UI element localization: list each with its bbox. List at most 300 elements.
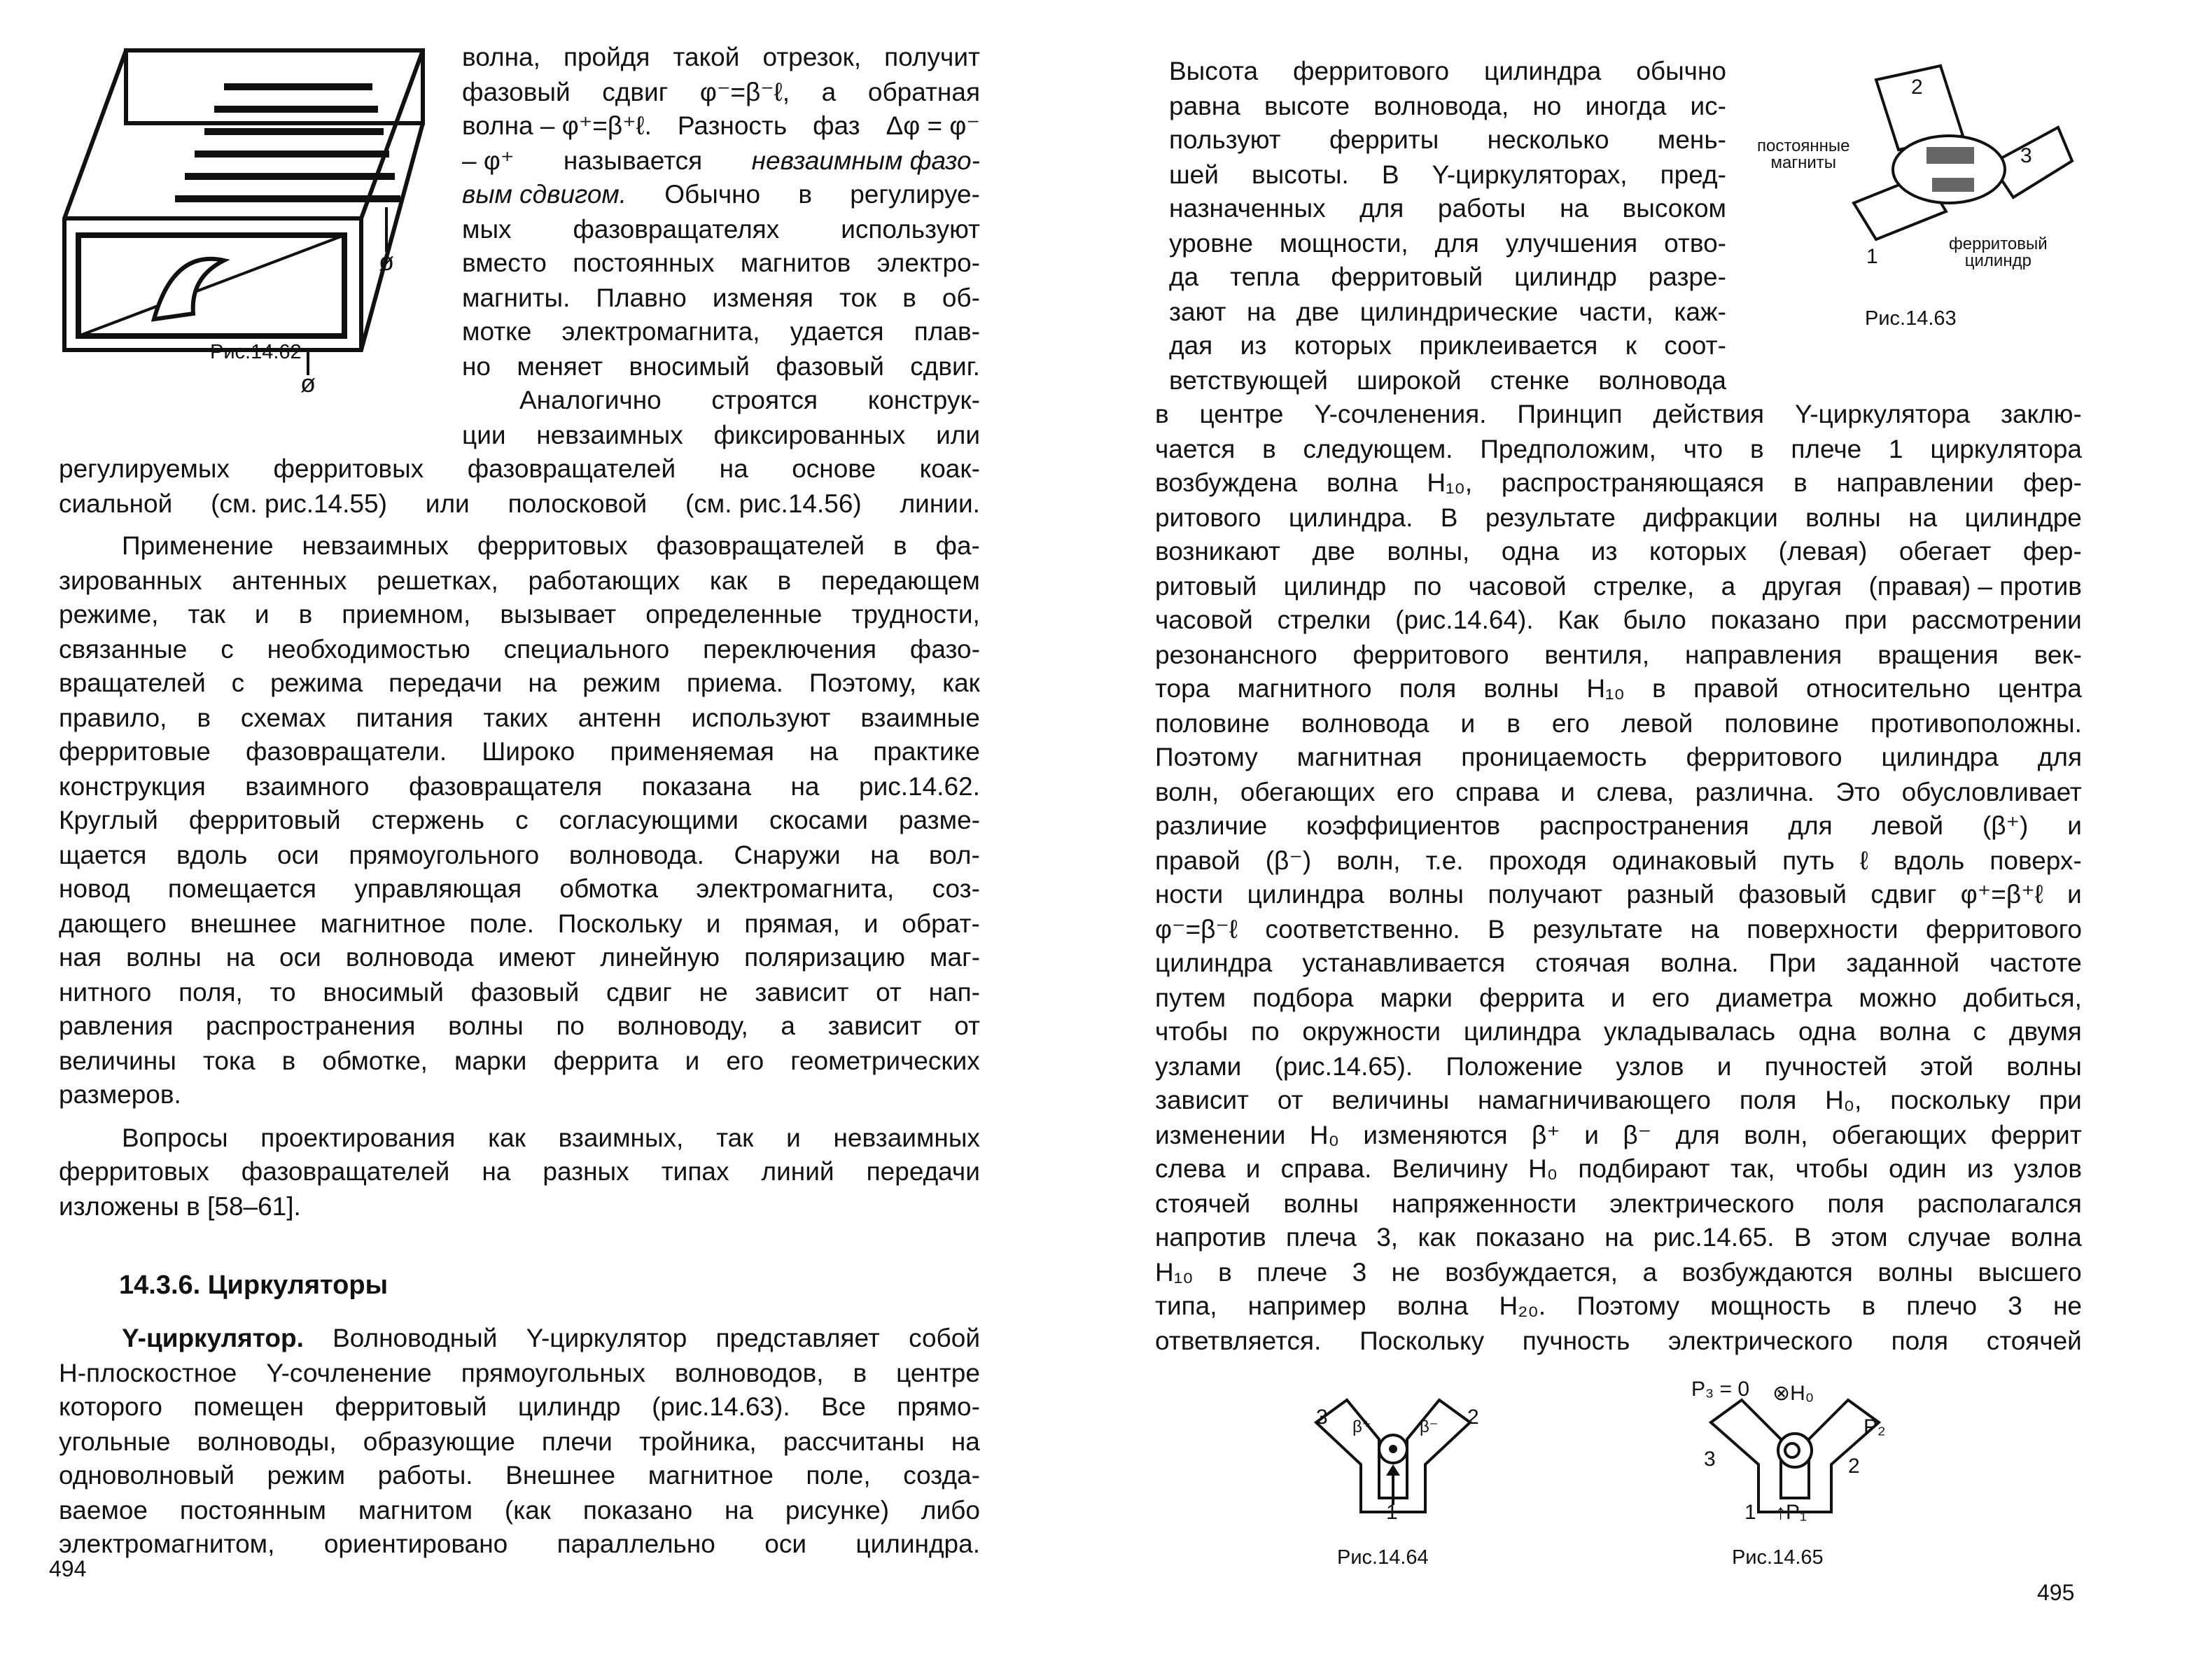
word: вдоль bbox=[176, 839, 248, 869]
word: один bbox=[1889, 1154, 1947, 1183]
word: и bbox=[1611, 982, 1625, 1011]
word: да bbox=[1169, 262, 1199, 291]
word: Поскольку bbox=[557, 908, 683, 937]
word: вентиля, bbox=[1544, 639, 1650, 668]
word: Разность bbox=[677, 111, 788, 140]
word: результате bbox=[1532, 913, 1663, 943]
word: линейную bbox=[600, 942, 720, 972]
word: φ⁻=β⁻ℓ bbox=[1155, 913, 1238, 943]
word: в bbox=[777, 565, 792, 594]
word: иногда bbox=[1585, 90, 1667, 120]
word: называется bbox=[563, 145, 703, 174]
word: фиксированных bbox=[713, 419, 906, 449]
word: отво- bbox=[1664, 227, 1726, 257]
word: в bbox=[1861, 1291, 1876, 1320]
word: при bbox=[2038, 1085, 2082, 1114]
word: волны bbox=[1805, 502, 1881, 531]
word: H₁₀ bbox=[1155, 1256, 1194, 1286]
text-line bbox=[1155, 671, 2082, 706]
word: (левая) bbox=[1778, 536, 1868, 566]
word: ориентировано bbox=[323, 1529, 508, 1558]
word: вызывает bbox=[500, 599, 617, 629]
word: рисунке) bbox=[785, 1494, 890, 1524]
word: Y-циркуляторах, bbox=[1432, 159, 1628, 188]
word: дая bbox=[1169, 330, 1213, 360]
word: тепла bbox=[1230, 262, 1300, 291]
word: (см. рис.14.55) bbox=[211, 488, 387, 517]
word: не bbox=[2052, 1291, 2082, 1320]
word: волна bbox=[1326, 468, 1398, 497]
figure-14-62-caption: Рис.14.62 bbox=[210, 342, 302, 364]
word: цилиндре bbox=[1964, 502, 2082, 531]
word: различна. bbox=[1695, 776, 1814, 806]
word: улучшения bbox=[1505, 227, 1638, 257]
word: обмотке, bbox=[322, 1045, 428, 1074]
page-number-right: 495 bbox=[2037, 1582, 2075, 1606]
word: фазовращателей bbox=[656, 531, 865, 560]
word: невзаимных bbox=[536, 419, 683, 449]
word: на bbox=[482, 1156, 511, 1186]
word: В bbox=[1381, 159, 1399, 188]
word: геометрических bbox=[790, 1045, 980, 1074]
word: прямая, bbox=[744, 908, 840, 937]
word: в bbox=[1506, 708, 1520, 737]
fig-63-port-2: 2 bbox=[1911, 76, 1923, 99]
word: на bbox=[870, 839, 900, 869]
word: представляет bbox=[715, 1323, 880, 1352]
word: правило, bbox=[59, 702, 167, 732]
word: по bbox=[1413, 570, 1442, 600]
word: цилиндра bbox=[1247, 879, 1364, 909]
word: цилиндра bbox=[1155, 948, 1273, 977]
word: коак- bbox=[919, 454, 980, 483]
word: соз- bbox=[932, 874, 980, 903]
word: уровне bbox=[1169, 227, 1253, 257]
word: части, bbox=[1579, 296, 1653, 326]
word: марки bbox=[1380, 982, 1453, 1011]
word: рассмотрении bbox=[1911, 605, 2082, 634]
word: обрат- bbox=[902, 908, 980, 937]
figure-14-63-caption: Рис.14.63 bbox=[1865, 308, 1957, 330]
word: можно bbox=[1859, 982, 1937, 1011]
word: каж- bbox=[1674, 296, 1726, 326]
word: используют bbox=[841, 214, 980, 243]
word: на bbox=[1604, 1222, 1634, 1252]
word: несколько bbox=[1487, 125, 1609, 154]
word: фазовращателя bbox=[408, 771, 603, 800]
word: поля bbox=[1827, 1188, 1884, 1217]
word: одинаковый bbox=[1611, 845, 1758, 874]
section-heading: 14.3.6. Циркуляторы bbox=[119, 1271, 389, 1301]
word: вым сдвигом. bbox=[462, 179, 627, 209]
word: высоте bbox=[1264, 90, 1350, 120]
word: от bbox=[1277, 1085, 1303, 1114]
fig-63-port-3: 3 bbox=[2020, 144, 2032, 168]
word: левой bbox=[1871, 811, 1944, 840]
word: на bbox=[725, 1494, 754, 1524]
word: не bbox=[1391, 1256, 1420, 1286]
word: в bbox=[1262, 433, 1276, 463]
word: на bbox=[225, 942, 255, 972]
word: основе bbox=[792, 454, 876, 483]
word: две bbox=[1296, 296, 1340, 326]
word: обычно bbox=[1636, 56, 1726, 85]
word: противоположны. bbox=[1870, 708, 2082, 737]
word: Поэтому bbox=[1576, 1291, 1680, 1320]
word: плечо bbox=[1906, 1291, 1978, 1320]
word: изменяя bbox=[712, 282, 813, 312]
word: из bbox=[1966, 1154, 1994, 1183]
word: волны bbox=[2006, 1051, 2082, 1080]
word: Круглый bbox=[59, 805, 158, 834]
word: H₀ bbox=[1528, 1154, 1558, 1183]
text-line bbox=[1155, 739, 2082, 774]
word: трудности, bbox=[851, 599, 980, 629]
word: фаз bbox=[813, 111, 860, 140]
word: электромагнита, bbox=[561, 316, 760, 346]
word: электромагнитом, bbox=[59, 1529, 275, 1558]
text-line bbox=[1155, 1151, 2082, 1186]
word: которого bbox=[59, 1392, 162, 1421]
word: действия bbox=[1653, 399, 1765, 428]
word: к bbox=[1625, 330, 1637, 360]
word: для bbox=[1675, 1119, 1720, 1149]
word: прямо- bbox=[897, 1392, 980, 1421]
word: плеча bbox=[1286, 1222, 1357, 1252]
word: волноводу, bbox=[617, 1011, 748, 1040]
word: фазовращателей bbox=[241, 1156, 450, 1186]
word: путем bbox=[1155, 982, 1226, 1011]
word: циркулятора bbox=[1930, 433, 2082, 463]
word: как bbox=[709, 565, 748, 594]
word: коэффициентов bbox=[1306, 811, 1501, 840]
word: приемном, bbox=[342, 599, 471, 629]
word: и bbox=[254, 599, 270, 629]
word: электрического bbox=[1609, 1188, 1795, 1217]
word: заклю- bbox=[2001, 399, 2082, 428]
fig-65-p3: P₃ = 0 bbox=[1691, 1378, 1750, 1401]
text-line bbox=[1155, 602, 2082, 637]
word: дифракции bbox=[1643, 502, 1778, 531]
text-line bbox=[1169, 225, 1726, 260]
word: для bbox=[1359, 193, 1404, 223]
word: Обычно bbox=[664, 179, 761, 209]
word: антенн bbox=[578, 702, 662, 732]
word: применяемая bbox=[610, 736, 774, 766]
word: возбуждаются bbox=[1681, 1256, 1853, 1286]
word: работы. bbox=[377, 1460, 473, 1490]
text-line bbox=[1155, 876, 2082, 911]
word: разный bbox=[1626, 879, 1714, 909]
word: цилиндра. bbox=[1288, 502, 1413, 531]
word: об- bbox=[942, 282, 980, 312]
word: Аналогично bbox=[519, 385, 662, 414]
word: возбуждена bbox=[1155, 468, 1298, 497]
word: φ⁺=β⁺ℓ bbox=[1960, 879, 2043, 909]
word: работающих bbox=[528, 565, 680, 594]
word: в bbox=[186, 1191, 200, 1220]
word: пучностей bbox=[1764, 1051, 1887, 1080]
word: мых bbox=[462, 214, 512, 243]
word: Все bbox=[821, 1392, 866, 1421]
page-number-left: 494 bbox=[49, 1558, 87, 1582]
word: поверх- bbox=[1989, 845, 2082, 874]
word: β⁻ bbox=[1623, 1119, 1652, 1149]
text-line bbox=[1169, 88, 1726, 122]
word: диаметра bbox=[1716, 982, 1833, 1011]
word: путь bbox=[1782, 845, 1835, 874]
word: Y-циркулятор bbox=[526, 1323, 687, 1352]
word: согласующими bbox=[559, 805, 739, 834]
word: поскольку bbox=[1890, 1085, 2010, 1114]
word: так bbox=[716, 1122, 754, 1152]
word: в bbox=[902, 282, 916, 312]
word: [58–61]. bbox=[207, 1191, 301, 1220]
word: показана bbox=[641, 771, 752, 800]
word: магнитов bbox=[740, 248, 851, 277]
word: (β⁻) bbox=[1265, 845, 1312, 874]
word: при bbox=[1844, 605, 1887, 634]
word: т.е. bbox=[1425, 845, 1464, 874]
word: новод bbox=[59, 874, 130, 903]
text-line bbox=[1155, 774, 2082, 808]
text-line bbox=[1155, 636, 2082, 671]
word: намагничивающего bbox=[1478, 1085, 1711, 1114]
word: мотке bbox=[462, 316, 532, 346]
word: направления bbox=[1685, 639, 1842, 668]
word: высоты. bbox=[1252, 159, 1349, 188]
text-line bbox=[1169, 190, 1726, 225]
text-line bbox=[1155, 430, 2082, 465]
word: половине bbox=[1155, 708, 1270, 737]
word: феррита bbox=[1479, 982, 1584, 1011]
word: следующем. bbox=[1303, 433, 1453, 463]
text-line bbox=[1155, 979, 2082, 1014]
word: но bbox=[1532, 90, 1562, 120]
word: показано bbox=[1475, 1222, 1585, 1252]
word: одна bbox=[1798, 1016, 1856, 1046]
word: передающем bbox=[820, 565, 980, 594]
word: (правая) – против bbox=[1868, 570, 2082, 600]
word: Поскольку bbox=[1359, 1325, 1485, 1354]
word: Предположим, bbox=[1480, 433, 1656, 463]
word: одна bbox=[1501, 536, 1560, 566]
word: ответвляется. bbox=[1155, 1325, 1322, 1354]
word: ℓ bbox=[1859, 845, 1868, 874]
word: конструкция bbox=[59, 771, 206, 800]
word: в bbox=[281, 1045, 296, 1074]
word: щается bbox=[59, 839, 147, 869]
text-line bbox=[1169, 328, 1726, 363]
word: его bbox=[1551, 708, 1590, 737]
word: резонансного bbox=[1155, 639, 1317, 668]
word: век- bbox=[2034, 639, 2082, 668]
word: электрического bbox=[1668, 1325, 1853, 1354]
fig-65-port-2: 2 bbox=[1848, 1455, 1860, 1478]
word: центре bbox=[1199, 399, 1284, 428]
word: волны bbox=[1388, 879, 1464, 909]
fig-64-port-2: 2 bbox=[1467, 1406, 1479, 1429]
word: (рис.14.65). bbox=[1274, 1051, 1413, 1080]
word: помещен bbox=[193, 1392, 305, 1421]
word: поле, bbox=[806, 1460, 871, 1490]
text-line bbox=[1155, 808, 2082, 843]
word: другая bbox=[1762, 570, 1842, 600]
word: из bbox=[1590, 536, 1618, 566]
word: на bbox=[809, 736, 839, 766]
word: и bbox=[685, 1045, 700, 1074]
word: приклеивается bbox=[1419, 330, 1598, 360]
word: Положение bbox=[1446, 1051, 1583, 1080]
word: различие bbox=[1155, 811, 1268, 840]
word: H₂₀. bbox=[1499, 1291, 1546, 1320]
word: отрезок, bbox=[762, 42, 862, 71]
word: волны bbox=[1483, 673, 1560, 703]
word: фазовый bbox=[1738, 879, 1847, 909]
word: Это bbox=[1835, 776, 1881, 806]
word: Y-циркулятор. bbox=[122, 1323, 304, 1352]
word: меняет bbox=[517, 351, 603, 380]
fig-65-p1: ↑P₁ bbox=[1775, 1501, 1807, 1525]
word: вол- bbox=[928, 839, 980, 869]
text-line bbox=[1169, 259, 1726, 294]
word: такой bbox=[673, 42, 740, 71]
word: с bbox=[1973, 1016, 1987, 1046]
word: то bbox=[270, 976, 296, 1006]
word: фазовращатели. bbox=[245, 736, 447, 766]
word: и bbox=[2067, 879, 2082, 909]
fig-65-port-3: 3 bbox=[1704, 1448, 1716, 1471]
word: и bbox=[863, 908, 879, 937]
text-line bbox=[1155, 1322, 2082, 1357]
word: зависит bbox=[827, 1011, 922, 1040]
word: назначенных bbox=[1169, 193, 1326, 223]
word: зают bbox=[1169, 296, 1226, 326]
svg-text:ø: ø bbox=[379, 247, 394, 276]
word: ветствующей bbox=[1169, 365, 1328, 394]
word: что bbox=[1683, 433, 1723, 463]
word: разре- bbox=[1648, 262, 1726, 291]
word: как bbox=[1418, 1222, 1456, 1252]
text-line bbox=[1155, 396, 2082, 431]
word: В bbox=[1488, 913, 1505, 943]
word: собой bbox=[909, 1323, 980, 1352]
word: магнитное bbox=[320, 908, 446, 937]
word: нап- bbox=[928, 976, 980, 1006]
text-line bbox=[1169, 53, 1726, 88]
word: таких bbox=[483, 702, 548, 732]
word: соответственно. bbox=[1265, 913, 1460, 943]
word: величины bbox=[1331, 1085, 1450, 1114]
word: стержень bbox=[371, 805, 484, 834]
word: – φ⁺ bbox=[462, 145, 515, 174]
word: его bbox=[726, 1045, 764, 1074]
word: невзаимных bbox=[833, 1122, 980, 1152]
word: высоком bbox=[1622, 193, 1726, 223]
word: фазовращателей bbox=[467, 454, 676, 483]
word: а bbox=[821, 76, 837, 106]
word: соот- bbox=[1664, 330, 1726, 360]
word: тока bbox=[202, 1045, 256, 1074]
word: справа bbox=[1455, 776, 1539, 806]
text-line bbox=[1155, 1219, 2082, 1254]
word: образующие bbox=[363, 1426, 515, 1455]
word: волна bbox=[1397, 1291, 1469, 1320]
word: оси bbox=[277, 839, 319, 869]
word: магнитное bbox=[648, 1460, 774, 1490]
word: в bbox=[1218, 1256, 1232, 1286]
word: H₁₀, bbox=[1427, 468, 1473, 497]
text-line bbox=[1155, 568, 2082, 603]
word: подбора bbox=[1252, 982, 1354, 1011]
word: на bbox=[1690, 913, 1719, 943]
word: его bbox=[1396, 776, 1434, 806]
word: плечи bbox=[541, 1426, 613, 1455]
word: фазовый bbox=[462, 76, 571, 106]
word: 3 bbox=[1352, 1256, 1367, 1286]
word: сдвиг bbox=[602, 76, 669, 106]
word: цилиндр bbox=[517, 1392, 621, 1421]
word: фазовый bbox=[776, 351, 884, 380]
word: В bbox=[1440, 502, 1458, 531]
word: типах bbox=[661, 1156, 729, 1186]
fig-65-h0: ⊗H₀ bbox=[1772, 1382, 1814, 1406]
word: поля bbox=[1891, 1325, 1948, 1354]
word: прямоугольных bbox=[461, 1357, 645, 1387]
word: случае bbox=[1907, 1222, 1991, 1252]
word: поля bbox=[1739, 1085, 1797, 1114]
word: передачи bbox=[866, 1156, 980, 1186]
word: поляризацию bbox=[744, 942, 905, 972]
word: проходя bbox=[1488, 845, 1587, 874]
word: две bbox=[1312, 536, 1355, 566]
word: проектирования bbox=[260, 1122, 456, 1152]
word: пред- bbox=[1660, 159, 1726, 188]
word: от bbox=[876, 976, 902, 1006]
word: волна bbox=[1879, 1016, 1950, 1046]
word: Δφ = φ⁻ bbox=[886, 111, 980, 140]
word: и bbox=[1245, 1154, 1261, 1183]
word: электро- bbox=[876, 248, 980, 277]
word: укладывалась bbox=[1603, 1016, 1776, 1046]
word: волна, bbox=[462, 42, 540, 71]
word: плав- bbox=[914, 316, 980, 346]
word: узлами bbox=[1155, 1051, 1242, 1080]
fig-63-ferrite-label: ферритовый цилиндр bbox=[1949, 234, 2048, 270]
word: мощность bbox=[1710, 1291, 1831, 1320]
word: стенке bbox=[1490, 365, 1569, 394]
word: вдоль bbox=[1893, 845, 1965, 874]
word: и bbox=[1716, 1051, 1732, 1080]
word: конструк- bbox=[867, 385, 980, 414]
word: ферритовых bbox=[59, 1156, 209, 1186]
text-line bbox=[1169, 122, 1726, 157]
word: в bbox=[853, 1357, 867, 1387]
word: его bbox=[1651, 982, 1690, 1011]
word: шей bbox=[1169, 159, 1219, 188]
word: фер- bbox=[2022, 536, 2082, 566]
word: чается bbox=[1155, 433, 1236, 463]
word: по bbox=[1250, 1016, 1280, 1046]
word: высшего bbox=[1978, 1256, 2082, 1286]
word: ная bbox=[59, 942, 102, 972]
word: изложены bbox=[59, 1191, 179, 1220]
text-line bbox=[1155, 1014, 2082, 1049]
word: переключения bbox=[703, 634, 877, 663]
word: связанные bbox=[59, 634, 188, 663]
word: изменяются bbox=[1363, 1119, 1508, 1149]
word: схемах bbox=[240, 702, 326, 732]
